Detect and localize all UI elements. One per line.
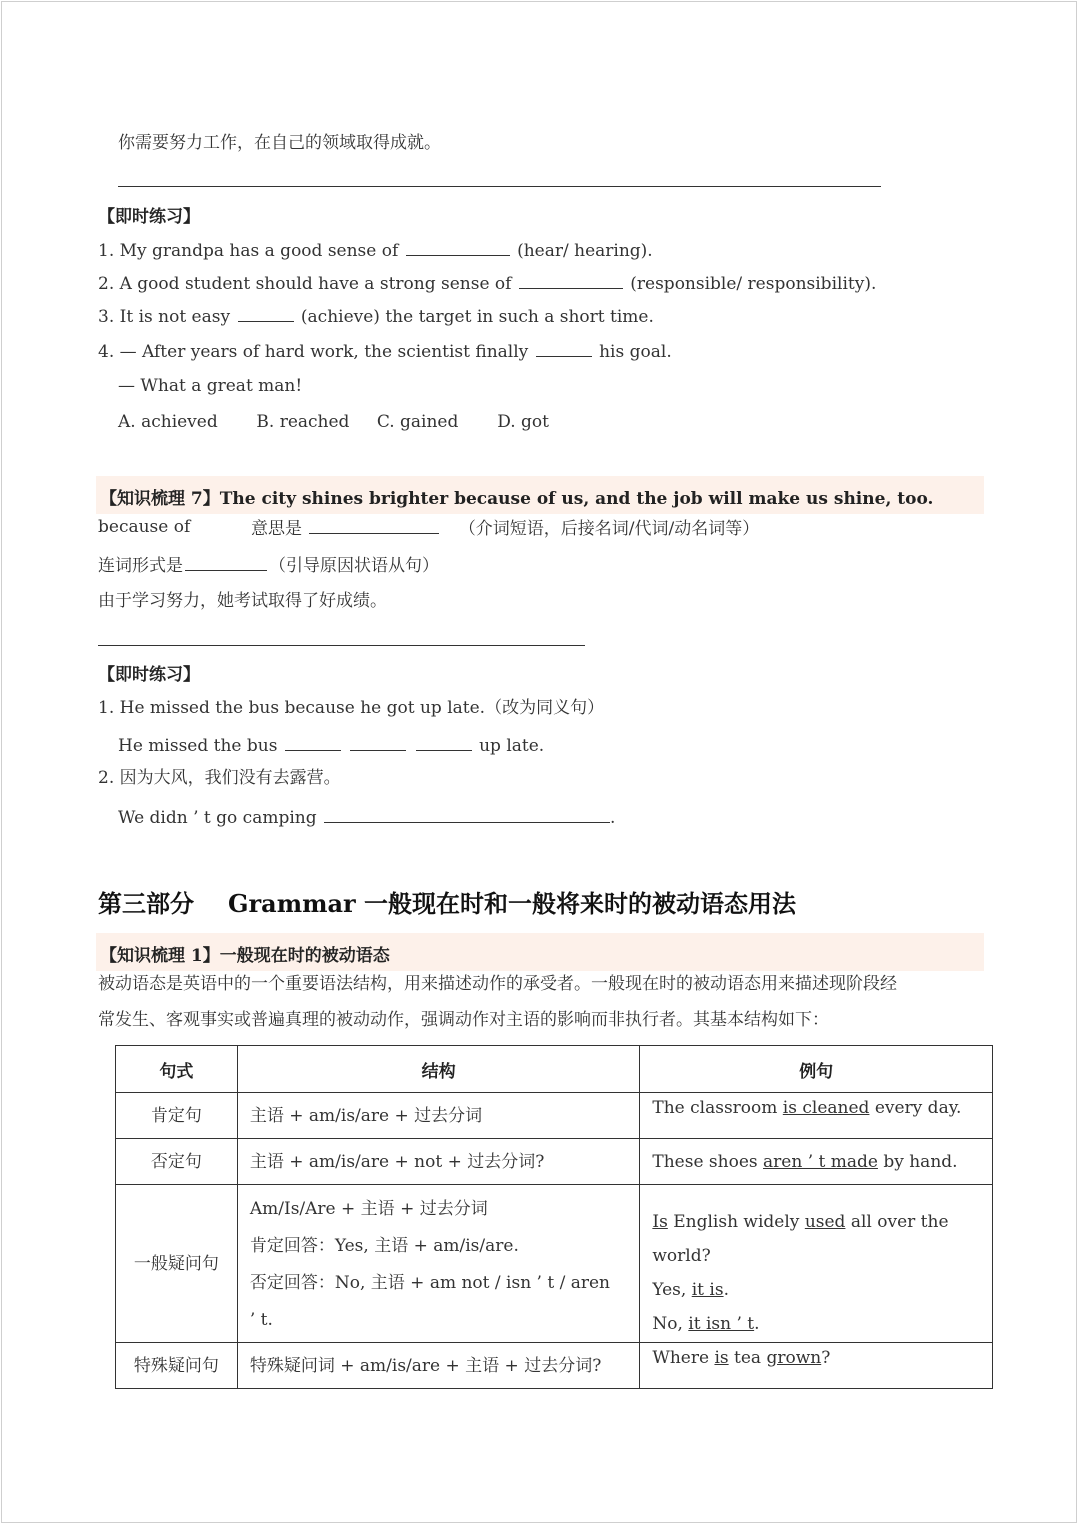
b-question-1: 1. He missed the bus because he got up late.（改为同义句） <box>98 698 605 718</box>
example-yes: Yes, it is. <box>652 1280 729 1300</box>
b-q2-end: . <box>610 808 616 828</box>
q4-text-a: 4. — After years of hard work, the scientist finally <box>98 342 529 362</box>
example-text: by hand. <box>877 1151 958 1172</box>
translate-prompt-2: 由于学习努力，她考试取得了好成绩。 <box>98 591 387 611</box>
example-question: Is English widely used all over the world? <box>652 1212 949 1266</box>
conj-blank[interactable] <box>185 553 267 571</box>
q4-options <box>118 411 549 433</box>
question-2 <box>98 271 876 295</box>
knowledge-banner-7-text: 【知识梳理 7】The city shines brighter because of us, and the job will make us shine, too. <box>100 489 934 509</box>
intro-line-1: 被动语态是英语中的一个重要语法结构，用来描述动作的承受者。一般现在时的被动语态用来描述现阶段经 <box>98 974 897 994</box>
row-example <box>640 1139 993 1185</box>
b-q1-fill-b: up late. <box>479 736 545 756</box>
row-structure: 特殊疑问词 + am/is/are + 主语 + 过去分词? <box>237 1343 640 1389</box>
b-q1-blank-3[interactable] <box>416 733 472 751</box>
part-three-title <box>98 884 796 919</box>
b-question-2: 2. 因为大风，我们没有去露营。 <box>98 768 341 788</box>
row-structure <box>237 1185 640 1343</box>
table-row <box>116 1343 993 1389</box>
row-structure: 主语 + am/is/are + not + 过去分词? <box>237 1139 640 1185</box>
q1-blank[interactable] <box>406 238 510 256</box>
part-label: 第三部分 <box>98 889 194 918</box>
row-example <box>640 1093 993 1139</box>
grammar-table <box>115 1045 993 1389</box>
q4-text-b: his goal. <box>599 342 672 362</box>
conj-row <box>98 553 439 577</box>
table-row <box>116 1093 993 1139</box>
table-row <box>116 1139 993 1185</box>
q3-blank[interactable] <box>238 304 294 322</box>
b-q2-blank[interactable] <box>324 805 610 823</box>
header-form: 句式 <box>116 1046 238 1093</box>
conj-note: （引导原因状语从句） <box>269 556 439 576</box>
b-q1-blank-2[interactable] <box>350 733 406 751</box>
row-form: 一般疑问句 <box>116 1185 238 1343</box>
example-text: every day. <box>869 1098 962 1118</box>
example-text: These shoes <box>652 1151 764 1172</box>
answer-line-2[interactable] <box>98 645 585 646</box>
row-example: Where is tea grown? <box>640 1343 993 1389</box>
option-a[interactable]: A. achieved <box>118 412 218 432</box>
option-b[interactable]: B. reached <box>256 412 350 432</box>
structure-line: ’ t. <box>249 1310 273 1330</box>
knowledge-banner-1-text: 【知识梳理 1】一般现在时的被动语态 <box>100 946 390 966</box>
structure-line: 否定回答：No, 主语 + am not / isn ’ t / aren <box>249 1273 610 1293</box>
example-text: The classroom <box>652 1098 783 1118</box>
practice-title-1: 【即时练习】 <box>98 207 200 227</box>
b-question-2-fill <box>118 805 615 829</box>
row-form: 肯定句 <box>116 1093 238 1139</box>
b-q1-fill-a: He missed the bus <box>118 736 278 756</box>
translate-prompt-1: 你需要努力工作，在自己的领域取得成就。 <box>118 133 441 153</box>
row-structure: 主语 + am/is/are + 过去分词 <box>237 1093 640 1139</box>
example-verb: aren ’ t made <box>763 1151 878 1172</box>
meaning-label: 意思是 <box>251 519 302 539</box>
q1-text-b: (hear/ hearing). <box>517 241 653 261</box>
because-of-label: because of <box>98 517 191 537</box>
b-q1-blank-1[interactable] <box>285 733 341 751</box>
answer-line-1[interactable] <box>118 186 881 187</box>
example-verb: is cleaned <box>782 1098 870 1118</box>
row-example <box>640 1185 993 1343</box>
part-title-text: Grammar 一般现在时和一般将来时的被动语态用法 <box>228 889 797 918</box>
meaning-row <box>251 516 759 540</box>
b-q2-fill: We didn ’ t go camping <box>118 808 317 828</box>
meaning-blank[interactable] <box>309 516 439 534</box>
header-structure: 结构 <box>237 1046 640 1093</box>
q1-text-a: 1. My grandpa has a good sense of <box>98 241 399 261</box>
q3-text-b: (achieve) the target in such a short time. <box>300 307 654 327</box>
row-form: 特殊疑问句 <box>116 1343 238 1389</box>
intro-line-2: 常发生、客观事实或普遍真理的被动动作，强调动作对主语的影响而非执行者。其基本结构如下： <box>98 1010 829 1030</box>
option-c[interactable]: C. gained <box>376 412 459 432</box>
q4-blank[interactable] <box>536 339 592 357</box>
q2-text-b: (responsible/ responsibility). <box>630 274 877 294</box>
structure-line: Am/Is/Are + 主语 + 过去分词 <box>249 1199 488 1219</box>
header-example: 例句 <box>640 1046 993 1093</box>
row-form: 否定句 <box>116 1139 238 1185</box>
q3-text-a: 3. It is not easy <box>98 307 231 327</box>
example-no: No, it isn ’ t. <box>652 1314 760 1334</box>
knowledge-banner-1 <box>96 933 984 971</box>
question-4 <box>98 339 672 363</box>
meaning-note: （介词短语，后接名词/代词/动名词等） <box>458 519 760 539</box>
option-d[interactable]: D. got <box>497 412 549 432</box>
q2-blank[interactable] <box>519 271 623 289</box>
question-3 <box>98 304 654 328</box>
practice-title-2: 【即时练习】 <box>98 665 200 685</box>
q4-reply: — What a great man! <box>118 376 303 396</box>
q2-text-a: 2. A good student should have a strong sense of <box>98 274 512 294</box>
b-question-1-fill <box>118 733 544 757</box>
question-1 <box>98 238 653 262</box>
knowledge-banner-7 <box>96 476 984 514</box>
conj-label: 连词形式是 <box>98 556 183 576</box>
structure-line: 肯定回答：Yes, 主语 + am/is/are. <box>249 1236 519 1256</box>
table-header-row <box>116 1046 993 1093</box>
table-row <box>116 1185 993 1343</box>
